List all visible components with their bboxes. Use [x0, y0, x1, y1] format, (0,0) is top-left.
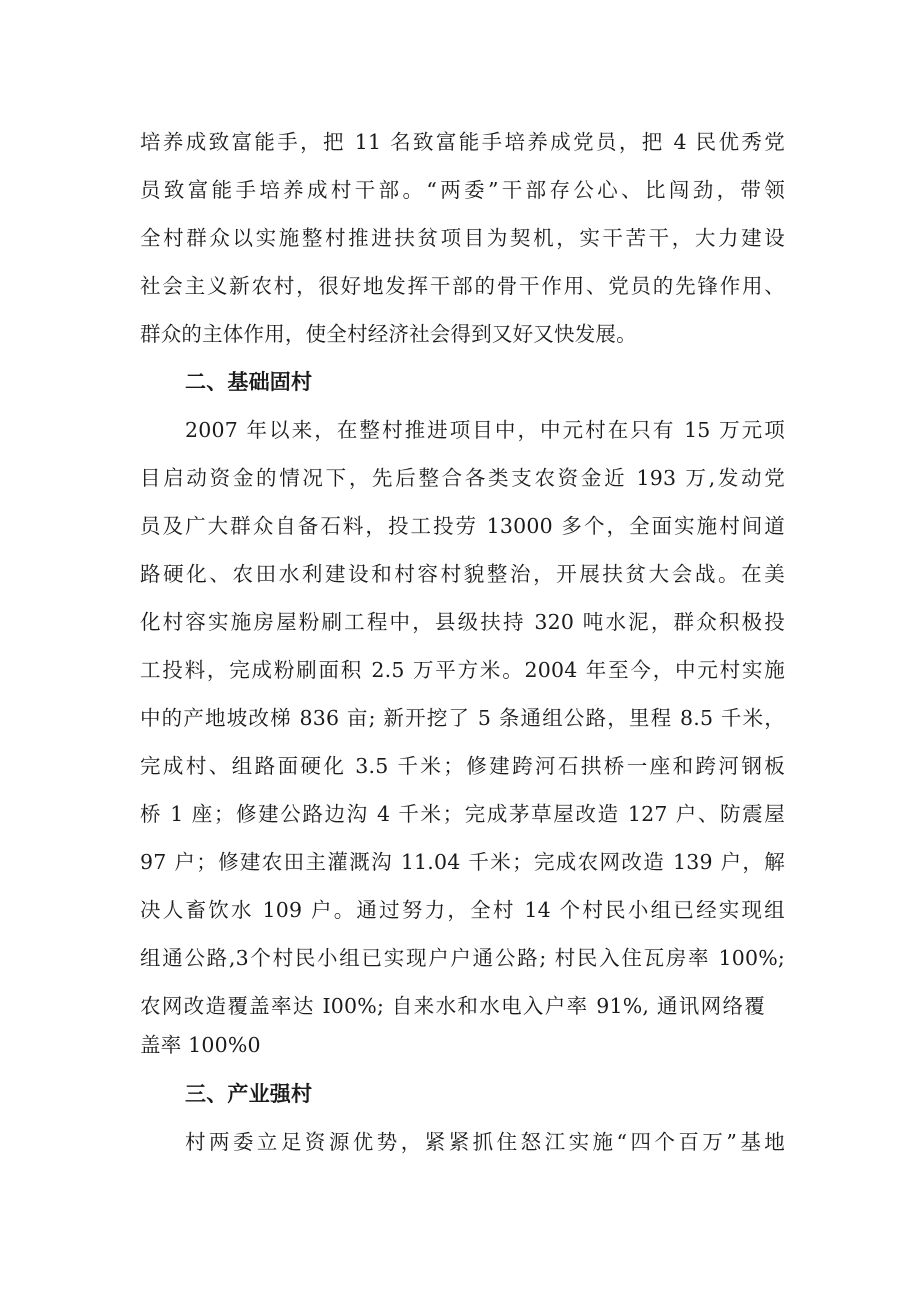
- text-line: 化村容实施房屋粉刷工程中，县级扶持 320 吨水泥，群众积极投: [140, 610, 785, 634]
- document-body: [140, 118, 785, 1166]
- text-line: 培养成致富能手，把 11 名致富能手培养成党员，把 4 民优秀党: [140, 130, 785, 154]
- text-line: 村两委立足资源优势，紧紧抓住怒江实施“四个百万”基地: [185, 1130, 785, 1154]
- text-line: 全村群众以实施整村推进扶贫项目为契机，实干苦干，大力建设: [140, 226, 785, 250]
- text-line: 群众的主体作用，使全村经济社会得到又好又快发展。: [140, 322, 637, 346]
- text-line: 2007 年以来，在整村推进项目中，中元村在只有 15 万元项: [185, 418, 785, 442]
- text-line: 员致富能手培养成村干部。“两委”干部存公心、比闯劲，带领: [140, 178, 785, 202]
- section-heading: 二、基础固村: [185, 370, 313, 394]
- text-line: 社会主义新农村，很好地发挥干部的骨干作用、党员的先锋作用、: [140, 274, 785, 298]
- text-line: 完成村、组路面硬化 3.5 千米；修建跨河石拱桥一座和跨河钢板: [140, 754, 785, 778]
- text-line: 农网改造覆盖率达 I00%; 自来水和水电入户率 91%, 通讯网络覆: [140, 994, 765, 1018]
- text-line: 决人畜饮水 109 户。通过努力，全村 14 个村民小组已经实现组: [140, 898, 785, 922]
- text-line: 组通公路,3个村民小组已实现户户通公路; 村民入住瓦房率 100%;: [140, 946, 785, 970]
- text-line: 目启动资金的情况下，先后整合各类支农资金近 193 万,发动党: [140, 466, 785, 490]
- text-line: 路硬化、农田水利建设和村容村貌整治，开展扶贫大会战。在美: [140, 562, 785, 586]
- text-line: 工投料，完成粉刷面积 2.5 万平方米。2004 年至今，中元村实施: [140, 658, 785, 682]
- text-line: 盖率 100%0: [140, 1033, 261, 1057]
- section-heading: 三、产业强村: [185, 1082, 313, 1106]
- text-line: 中的产地坡改梯 836 亩; 新开挖了 5 条通组公路，里程 8.5 千米，: [140, 706, 785, 730]
- text-line: 97 户；修建农田主灌溉沟 11.04 千米；完成农网改造 139 户，解: [140, 850, 785, 874]
- text-line: 员及广大群众自备石料，投工投劳 13000 多个，全面实施村间道: [140, 514, 785, 538]
- text-line: 桥 1 座；修建公路边沟 4 千米；完成茅草屋改造 127 户、防震屋: [140, 802, 785, 826]
